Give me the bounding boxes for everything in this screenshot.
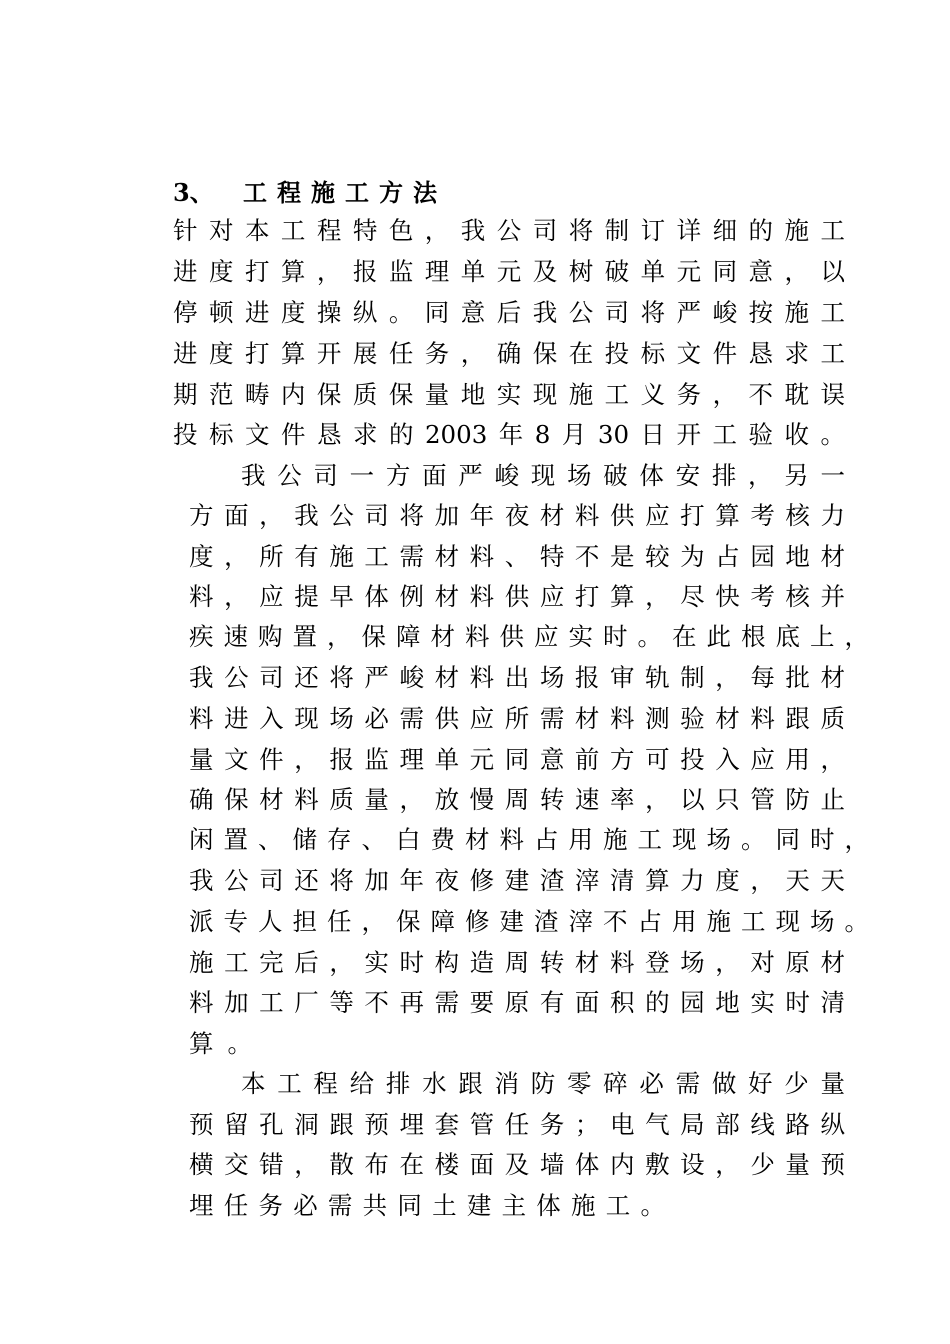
paragraph-2-line: 闲置、储存、白费材料占用施工现场。同时， [189,825,869,854]
paragraph-1-line: 投标文件恳求的2003年8月30日开工验收。 [173,420,845,449]
paragraph-1-line: 进度打算，报监理单元及树破单元同意，以 [173,257,845,286]
paragraph-2-line: 我公司还将加年夜修建渣滓清算力度，天天 [189,866,845,895]
paragraph-3-line: 预留孔洞跟预埋套管任务；电气局部线路纵 [189,1110,845,1139]
paragraph-2-line: 料加工厂等不再需要原有面积的园地实时清 [189,988,845,1017]
paragraph-1-line: 针对本工程特色，我公司将制订详细的施工 [173,216,845,245]
paragraph-3-line: 横交错，散布在楼面及墙体内敷设，少量预 [189,1150,845,1179]
paragraph-2-line: 疾速购置，保障材料供应实时。在此根底上， [189,622,869,651]
paragraph-2-line: 算。 [189,1029,266,1058]
section-number: 3、 [173,178,214,207]
paragraph-2-line: 料，应提早体例材料供应打算，尽快考核并 [189,582,845,611]
paragraph-3-line: 本工程给排水跟消防零碎必需做好少量 [241,1069,845,1098]
paragraph-3-line: 埋任务必需共同土建主体施工。 [189,1191,665,1220]
paragraph-1-line: 进度打算开展任务，确保在投标文件恳求工 [173,339,845,368]
paragraph-1-line: 停顿进度操纵。同意后我公司将严峻按施工 [173,298,845,327]
paragraph-2-line: 度，所有施工需材料、特不是较为占园地材 [189,542,845,571]
paragraph-2-line: 方面，我公司将加年夜材料供应打算考核力 [189,501,845,530]
section-title: 工程施工方法 [243,178,447,207]
paragraph-1-line: 期范畴内保质保量地实现施工义务，不耽误 [173,380,845,409]
paragraph-2-line: 确保材料质量，放慢周转速率，以只管防止 [189,785,845,814]
paragraph-2-line: 我公司还将严峻材料出场报审轨制，每批材 [189,663,845,692]
paragraph-2-line: 料进入现场必需供应所需材料测验材料跟质 [189,704,845,733]
paragraph-2-line: 派专人担任，保障修建渣滓不占用施工现场。 [189,907,869,936]
paragraph-2-line: 量文件，报监理单元同意前方可投入应用， [189,745,845,774]
section-heading [173,176,447,210]
paragraph-2-line: 我公司一方面严峻现场破体安排，另一 [241,461,845,490]
paragraph-2-line: 施工完后，实时构造周转材料登场，对原材 [189,948,845,977]
